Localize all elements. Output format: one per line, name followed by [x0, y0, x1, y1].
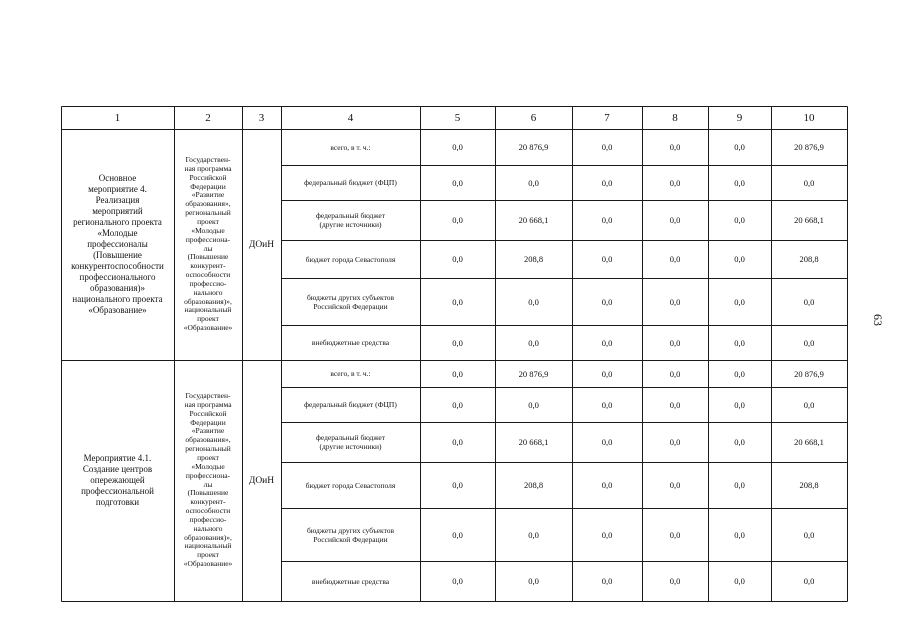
- value-cell-col9: 0,0: [734, 437, 745, 447]
- header-cell-9: 9: [736, 111, 743, 124]
- value-cell-col10: 0,0: [803, 399, 815, 410]
- value-cell-col8: 0,0: [669, 254, 681, 264]
- header-cell-8: 8: [672, 111, 678, 124]
- value-cell-col8: 0,0: [669, 215, 681, 225]
- value-cell-col6: 20 668,1: [518, 215, 549, 225]
- value-cell-col5: 0,0: [452, 296, 463, 307]
- funding-source: федеральный бюджет (ФЦП): [304, 400, 397, 409]
- value-cell-col6: 0,0: [528, 529, 539, 540]
- funding-source: внебюджетные средства: [311, 576, 390, 586]
- value-cell-col10: 0,0: [803, 296, 815, 307]
- value-cell-col7: 0,0: [601, 576, 613, 586]
- value-cell-col10: 208,8: [799, 480, 819, 490]
- funding-source: бюджеты других субъектов Российской Федерации: [306, 292, 395, 311]
- value-cell-col7: 0,0: [601, 142, 613, 152]
- executor: ДОиН: [248, 239, 275, 250]
- value-cell-col10: 0,0: [803, 576, 815, 586]
- value-cell-col8: 0,0: [669, 576, 681, 586]
- value-cell-col9: 0,0: [734, 254, 745, 264]
- funding-source: внебюджетные средства: [311, 338, 390, 347]
- funding-source: бюджеты других субъектов Российской Федерации: [306, 525, 395, 544]
- value-cell-col7: 0,0: [601, 399, 613, 410]
- value-cell-col8: 0,0: [669, 337, 681, 348]
- value-cell-col7: 0,0: [601, 296, 613, 307]
- value-cell-col6: 20 876,9: [518, 142, 549, 152]
- value-cell-col5: 0,0: [452, 177, 463, 188]
- header-cell-4: 4: [347, 111, 354, 124]
- value-cell-col7: 0,0: [601, 368, 613, 379]
- value-cell-col7: 0,0: [601, 215, 613, 225]
- value-cell-col6: 20 876,9: [518, 368, 549, 379]
- funding-source: всего, в т. ч.:: [330, 369, 371, 378]
- value-cell-col8: 0,0: [669, 480, 681, 490]
- value-cell-col5: 0,0: [452, 215, 463, 225]
- program-name: Государствен- ная программа Российской Федерации «Развитие образования», региональный проект «Молодые профессиона- лы (Повышение конкурент- оспособности профессио- нального образования)», национальный проект «Образование»: [183, 391, 233, 569]
- value-cell-col10: 0,0: [803, 337, 815, 348]
- value-cell-col10: 0,0: [803, 529, 815, 540]
- value-cell-col7: 0,0: [601, 254, 613, 264]
- value-cell-col6: 208,8: [523, 480, 544, 490]
- header-cell-5: 5: [454, 111, 461, 124]
- value-cell-col6: 0,0: [528, 177, 539, 188]
- funding-source: бюджет города Севастополя: [305, 480, 396, 490]
- activity-name: Мероприятие 4.1. Создание центров опережающей профессиональной подготовки: [81, 453, 154, 507]
- value-cell-col7: 0,0: [601, 177, 613, 188]
- value-cell-col7: 0,0: [601, 529, 613, 540]
- value-cell-col5: 0,0: [452, 337, 463, 348]
- funding-source: бюджет города Севастополя: [305, 254, 396, 264]
- value-cell-col9: 0,0: [734, 177, 745, 188]
- value-cell-col5: 0,0: [452, 254, 463, 264]
- header-cell-1: 1: [114, 111, 121, 124]
- value-cell-col8: 0,0: [669, 142, 681, 152]
- funding-source: всего, в т. ч.:: [330, 142, 371, 152]
- value-cell-col7: 0,0: [601, 437, 613, 447]
- value-cell-col5: 0,0: [452, 368, 463, 379]
- value-cell-col9: 0,0: [734, 576, 745, 586]
- value-cell-col6: 20 668,1: [518, 437, 549, 447]
- value-cell-col7: 0,0: [601, 337, 613, 348]
- value-cell-col9: 0,0: [734, 368, 745, 379]
- value-cell-col9: 0,0: [734, 215, 745, 225]
- header-cell-2: 2: [205, 111, 211, 124]
- value-cell-col8: 0,0: [669, 437, 681, 447]
- value-cell-col9: 0,0: [734, 480, 745, 490]
- program-name: Государствен- ная программа Российской Федерации «Развитие образования», региональный проект «Молодые профессиона- лы (Повышение конкурент- оспособности профессио- нального образования)», национальный проект «Образование»: [183, 155, 233, 333]
- value-cell-col10: 20 668,1: [794, 437, 824, 447]
- value-cell-col8: 0,0: [669, 368, 681, 379]
- value-cell-col9: 0,0: [734, 296, 745, 307]
- value-cell-col10: 20 668,1: [794, 215, 824, 225]
- value-cell-col8: 0,0: [669, 296, 681, 307]
- value-cell-col10: 208,8: [799, 254, 819, 264]
- value-cell-col5: 0,0: [452, 529, 463, 540]
- page-number: 63: [871, 314, 885, 326]
- value-cell-col5: 0,0: [452, 399, 463, 410]
- value-cell-col5: 0,0: [452, 437, 463, 447]
- header-cell-3: 3: [258, 111, 265, 124]
- header-cell-7: 7: [604, 111, 610, 124]
- header-cell-6: 6: [530, 111, 537, 124]
- value-cell-col6: 208,8: [523, 254, 544, 264]
- funding-source: федеральный бюджет (другие источники): [315, 433, 386, 451]
- executor: ДОиН: [248, 475, 275, 486]
- value-cell-col7: 0,0: [601, 480, 613, 490]
- value-cell-col10: 20 876,9: [794, 142, 824, 152]
- value-cell-col9: 0,0: [734, 399, 745, 410]
- value-cell-col9: 0,0: [734, 337, 745, 348]
- value-cell-col10: 0,0: [803, 177, 815, 188]
- value-cell-col8: 0,0: [669, 529, 681, 540]
- value-cell-col8: 0,0: [669, 399, 681, 410]
- value-cell-col6: 0,0: [528, 337, 539, 348]
- value-cell-col5: 0,0: [452, 142, 463, 152]
- value-cell-col5: 0,0: [452, 480, 463, 490]
- activity-name: Основное мероприятие 4. Реализация мероприятий регионального проекта «Молодые профессионалы (Повышение конкурентоспособности профессионального образования)» национального проекта «Образование»: [71, 173, 164, 315]
- funding-source: федеральный бюджет (другие источники): [315, 211, 386, 229]
- value-cell-col9: 0,0: [734, 142, 745, 152]
- value-cell-col8: 0,0: [669, 177, 681, 188]
- value-cell-col6: 0,0: [528, 399, 539, 410]
- value-cell-col6: 0,0: [528, 296, 539, 307]
- funding-source: федеральный бюджет (ФЦП): [304, 178, 397, 187]
- value-cell-col6: 0,0: [528, 576, 539, 586]
- value-cell-col10: 20 876,9: [794, 368, 824, 379]
- value-cell-col9: 0,0: [734, 529, 745, 540]
- value-cell-col5: 0,0: [452, 576, 463, 586]
- header-cell-10: 10: [803, 111, 815, 124]
